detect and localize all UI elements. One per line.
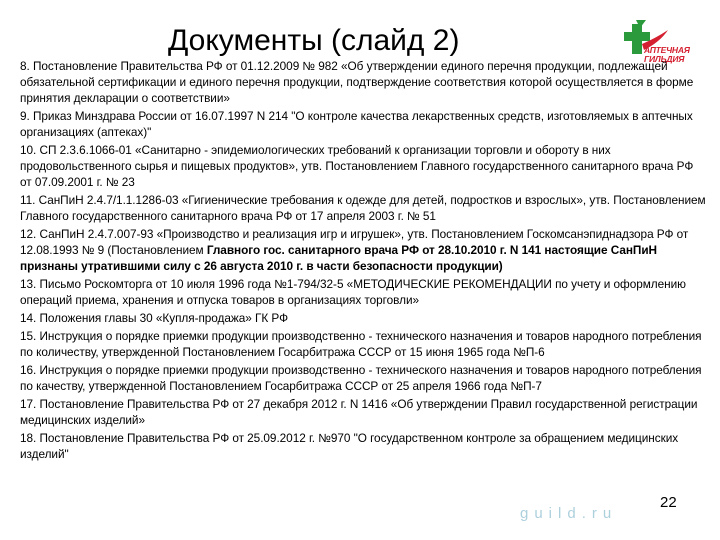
documents-list	[20, 58, 706, 464]
list-item: 15. Инструкция о порядке приемки продукции производственно - технического назначения и товаров народного потребления по количеству, утвержденной Постановлением Госарбитража СССР от 15 июня 1965 года №П-6	[20, 329, 702, 359]
bold-note: Главного гос. санитарного врача РФ от 28.10.2010 г. N 141 настоящие СанПиН признаны утратившими силу с 26 августа 2010 г. в части безопасности продукции)	[20, 243, 658, 273]
list-item: 18. Постановление Правительства РФ от 25.09.2012 г. №970 "О государственном контроле за обращением медицинских изделий"	[20, 431, 679, 461]
list-item: 9. Приказ Минздрава России от 16.07.1997 N 214 "О контроле качества лекарственных средств, изготовляемых в аптечных организациях (аптеках)"	[20, 109, 693, 139]
list-item: 8. Постановление Правительства РФ от 01.12.2009 № 982 «Об утверждении единого перечня продукции, подлежащей обязательной сертификации и единого перечня продукции, подтверждение соответствия которой осуществляется в форме принятия декларации о соответствии»	[20, 59, 694, 105]
list-item: 12. СанПиН 2.4.7.007-93 «Производство и реализация игр и игрушек», утв. Постановлением Госкомсанэпиднадзора РФ от 12.08.1993 № 9 (Постановлением Главного гос. санитарного врача РФ от 28.10.2010 г. N 141 настоящие СанПиН признаны утратившими силу с 26 августа 2010 г. в части безопасности продукции)	[20, 227, 689, 273]
list-item: 17. Постановление Правительства РФ от 27 декабря 2012 г. N 1416 «Об утверждении Правил государственной регистрации медицинских изделий»	[20, 397, 698, 427]
list-item: 13. Письмо Роскомторга от 10 июля 1996 года №1-794/32-5 «МЕТОДИЧЕСКИЕ РЕКОМЕНДАЦИИ по учету и оформлению операций приема, хранения и отпуска товаров в организациях торговли»	[20, 277, 686, 307]
logo-line-2: ГИЛЬДИЯ	[644, 54, 685, 64]
list-item: 14. Положения главы 30 «Купля-продажа» ГК РФ	[20, 311, 288, 325]
list-item: 11. СанПиН 2.4.7/1.1.1286-03 «Гигиенические требования к одежде для детей, подростков и взрослых», утв. Постановлением Главного государственного санитарного врача РФ от 17 апреля 2003 г. № 51	[20, 193, 706, 223]
page-number: 22	[660, 494, 677, 511]
list-item: 16. Инструкция о порядке приемки продукции производственно - технического назначения и товаров народного потребления по качеству, утвержденной Постановлением Госарбитража СССР от 25 апреля 1966 года №П-7	[20, 363, 702, 393]
list-item: 10. СП 2.3.6.1066-01 «Санитарно - эпидемиологических требований к организации торговли и обороту в них продовольственного сырья и пищевых продуктов», утв. Постановлением Главного государственного санитарного врача РФ от 07.09.2001 г. № 23	[20, 143, 694, 189]
logo-line-1: АПТЕЧНАЯ	[644, 45, 690, 55]
slide-title: Документы (слайд 2)	[168, 24, 460, 57]
watermark: guild.ru	[520, 505, 618, 522]
